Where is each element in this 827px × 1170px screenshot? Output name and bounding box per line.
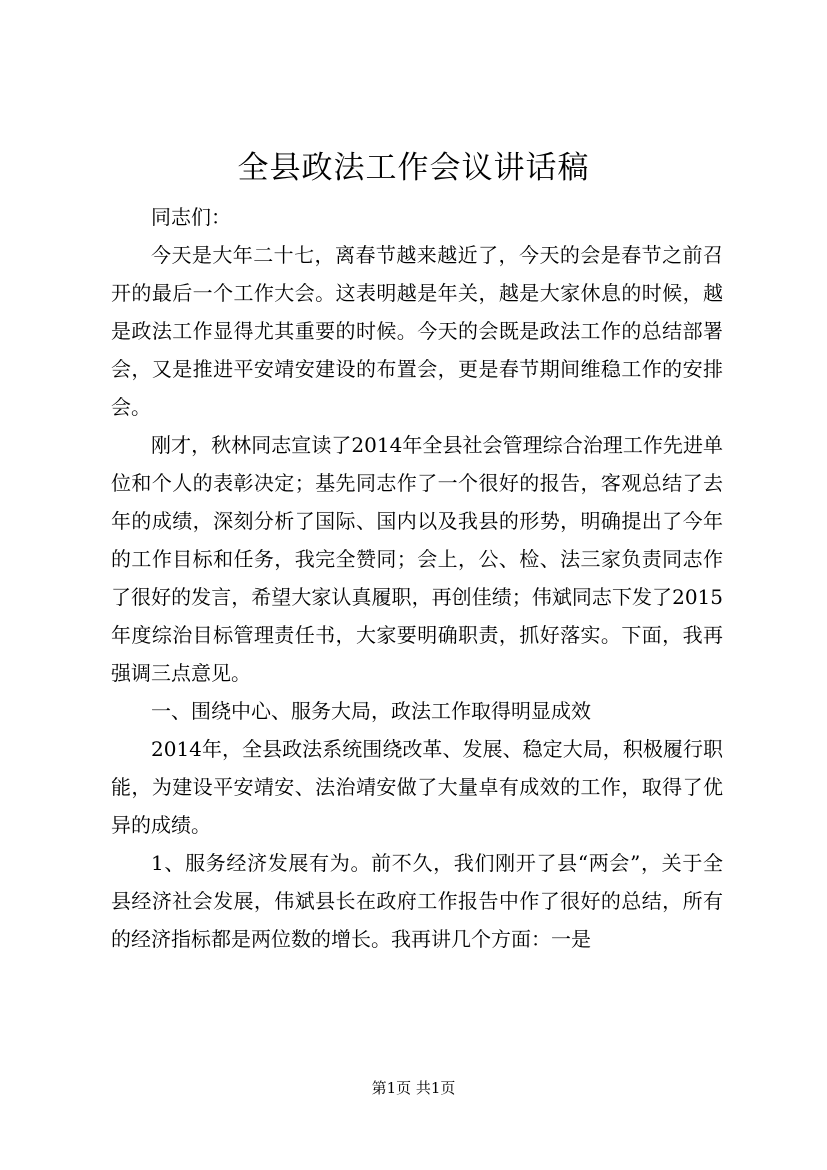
body-paragraph: 刚才，秋林同志宣读了2014年全县社会管理综合治理工作先进单位和个人的表彰决定；基先同志作了一个很好的报告，客观总结了去年的成绩，深刻分析了国际、国内以及我县的形势，明确提出了今年的工作目标和任务，我完全赞同；会上，公、检、法三家负责同志作了很好的发言，希望大家认真履职，再创佳绩；伟斌同志下发了2015年度综治目标管理责任书，大家要明确职责，抓好落实。下面，我再强调三点意见。 bbox=[111, 433, 723, 685]
body-paragraph: 今天是大年二十七，离春节越来越近了，今天的会是春节之前召开的最后一个工作大会。这表明越是年关，越是大家休息的时候，越是政法工作显得尤其重要的时候。今天的会既是政法工作的总结部署会，又是推进平安靖安建设的布置会，更是春节期间维稳工作的安排会。 bbox=[111, 243, 723, 419]
page-footer bbox=[0, 1078, 827, 1098]
section-heading: 一、围绕中心、服务大局，政法工作取得明显成效 bbox=[151, 699, 591, 723]
page-number: 第1页 共1页 bbox=[371, 1079, 456, 1097]
document-title: 全县政法工作会议讲话稿 bbox=[237, 150, 590, 186]
body-paragraph: 1、服务经济发展有为。前不久，我们刚开了县“两会”，关于全县经济社会发展，伟斌县长在政府工作报告中作了很好的总结，所有的经济指标都是两位数的增长。我再讲几个方面：一是 bbox=[111, 851, 723, 951]
body-paragraph: 2014年，全县政法系统围绕改革、发展、稳定大局，积极履行职能，为建设平安靖安、法治靖安做了大量卓有成效的工作，取得了优异的成绩。 bbox=[111, 737, 723, 837]
document-body bbox=[111, 198, 723, 958]
salutation-paragraph: 同志们： bbox=[151, 205, 231, 229]
